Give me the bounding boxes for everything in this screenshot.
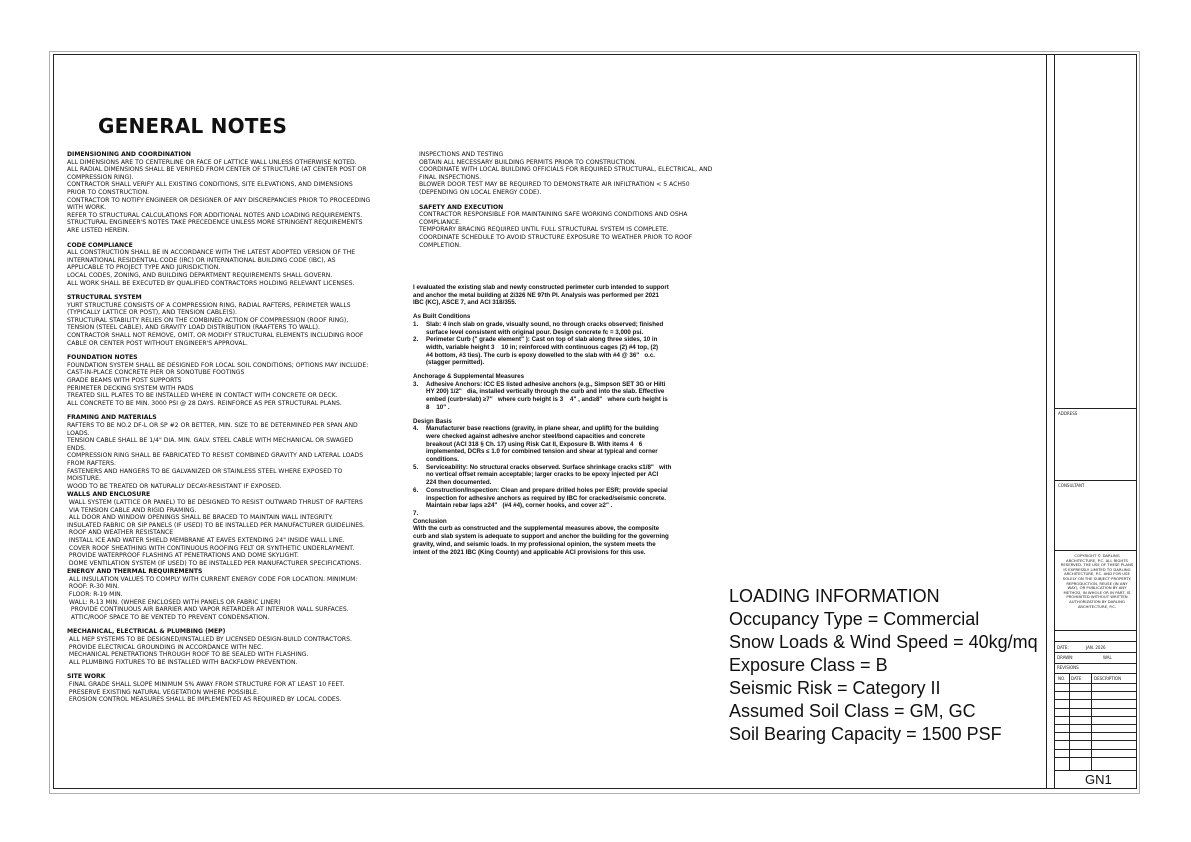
note-section xyxy=(67,673,397,703)
note-line: FASTENERS AND HANGERS TO BE GALVANIZED OR STAINLESS STEEL WHERE EXPOSED TO xyxy=(67,467,343,475)
note-line: WALL: R-13 MIN. (WHERE ENCLOSED WITH PANELS OR FABRIC LINER) xyxy=(67,598,281,606)
address-label: ADDRESS xyxy=(1058,411,1078,416)
note-heading: SITE WORK xyxy=(67,673,106,681)
title-block-rule xyxy=(1055,663,1137,664)
note-line: INTERNATIONAL RESIDENTIAL CODE (IRC) OR INTERNATIONAL BUILDING CODE (IBC), AS xyxy=(67,256,336,264)
memo-item xyxy=(413,381,713,412)
note-line: GRADE BEAMS WITH POST SUPPORTS xyxy=(67,377,182,385)
note-line: STRUCTURAL ENGINEER'S NOTES TAKE PRECEDENCE UNLESS MORE STRINGENT REQUIREMENTS xyxy=(67,219,363,227)
memo-item-body xyxy=(426,425,659,464)
memo-item-body xyxy=(426,321,663,336)
revision-row xyxy=(1055,683,1137,684)
note-line: PROVIDE ELECTRICAL GROUNDING IN ACCORDANCE WITH NEC. xyxy=(67,643,264,651)
memo-item xyxy=(413,525,713,556)
note-line: RAFTERS TO BE NO.2 DF-L OR SP #2 OR BETTER, MIN. SIZE TO BE DETERMINED PER SPAN AND xyxy=(67,422,358,429)
revisions-label: REVISIONS xyxy=(1057,665,1079,670)
note-line: (DEPENDING ON LOCAL ENERGY CODE). xyxy=(419,188,542,196)
note-line: MOISTURE. xyxy=(67,475,101,483)
note-line: ALL CONSTRUCTION SHALL BE IN ACCORDANCE WITH THE LATEST ADOPTED VERSION OF THE xyxy=(67,249,356,257)
loading-snow-wind: Snow Loads & Wind Speed = 40kg/mq xyxy=(729,632,1038,652)
note-line: (TYPICALLY LATTICE OR POST), AND TENSION CABLE(S). xyxy=(67,309,237,317)
loading-occupancy: Occupancy Type = Commercial xyxy=(729,609,980,629)
memo-item-line: 8 10" . xyxy=(426,403,450,411)
note-heading: INSPECTIONS AND TESTING xyxy=(419,151,504,158)
note-heading: ENERGY AND THERMAL REQUIREMENTS xyxy=(67,568,203,576)
copyright-line: RESERVED. THE USE OF THESE PLANS xyxy=(1060,562,1134,568)
note-line: ALL WORK SHALL BE EXECUTED BY QUALIFIED CONTRACTORS HOLDING RELEVANT LICENSES. xyxy=(67,279,355,287)
memo-heading: As Built Conditions xyxy=(413,313,471,321)
note-line: ALL PLUMBING FIXTURES TO BE INSTALLED WITH BACKFLOW PREVENTION. xyxy=(67,658,298,666)
copyright-line: REPRODUCTION, REUSE (IN ANY xyxy=(1066,580,1128,586)
memo-item-line: Maintain rebar laps ≥24" (#4 #4), corner hooks, and cover ≥2" . xyxy=(426,502,613,510)
date-value: JAN. 2026 xyxy=(1086,645,1106,650)
note-line: EROSION CONTROL MEASURES SHALL BE IMPLEMENTED AS REQUIRED BY LOCAL CODES. xyxy=(67,696,342,704)
copyright-line: ARCHITECTURE, P.C. AND FOR USE xyxy=(1064,571,1130,577)
note-line: CONTRACTOR SHALL VERIFY ALL EXISTING CONDITIONS, SITE ELEVATIONS, AND DIMENSIONS xyxy=(67,181,353,189)
memo-item-line: #4 bottom, #3 ties). The curb is epoxy dowelled to the slab with #4 @ 36" o.c. xyxy=(426,351,656,359)
note-line: TEMPORARY BRACING REQUIRED UNTIL FULL STRUCTURAL SYSTEM IS COMPLETE. xyxy=(419,226,669,234)
note-line: COORDINATE WITH LOCAL BUILDING OFFICIALS FOR REQUIRED STRUCTURAL, ELECTRICAL, AND xyxy=(419,166,713,174)
copyright-line: WAY), OR PUBLICATION BY ANY xyxy=(1067,585,1127,591)
note-line: YURT STRUCTURE CONSISTS OF A COMPRESSION RING, RADIAL RAFTERS, PERIMETER WALLS xyxy=(67,301,351,309)
title-block-divider xyxy=(1054,54,1055,789)
memo-item-number: 4. xyxy=(413,425,419,433)
memo-item-line: Adhesive Anchors: ICC ES listed adhesive anchors (e.g., Simpson SET 3G or Hilti xyxy=(426,380,666,388)
rev-desc-header: DESCRIPTION xyxy=(1094,676,1122,681)
rev-date-header: DATE xyxy=(1071,676,1082,681)
revision-row xyxy=(1055,699,1137,700)
note-heading: FRAMING AND MATERIALS xyxy=(67,414,157,422)
copyright-line: METHOD, IN WHOLE OR IN PART, IS xyxy=(1063,589,1131,595)
memo-heading: Design Basis xyxy=(413,417,452,425)
note-line: STRUCTURAL STABILITY RELIES ON THE COMBINED ACTION OF COMPRESSION (ROOF RING), xyxy=(67,316,349,324)
note-line: WALL SYSTEM (LATTICE OR PANEL) TO BE DESIGNED TO RESIST OUTWARD THRUST OF RAFTERS xyxy=(67,498,363,506)
note-line: PROVIDE CONTINUOUS AIR BARRIER AND VAPOR RETARDER AT INTERIOR WALL SURFACES. xyxy=(67,606,349,614)
note-line: CONTRACTOR RESPONSIBLE FOR MAINTAINING SAFE WORKING CONDITIONS AND OSHA xyxy=(419,211,688,219)
loading-exposure: Exposure Class = B xyxy=(729,655,888,675)
note-line: CONTRACTOR TO NOTIFY ENGINEER OR DESIGNER OF ANY DISCREPANCIES PRIOR TO PROCEEDING xyxy=(67,196,371,204)
note-line: PRIOR TO CONSTRUCTION. xyxy=(67,188,150,196)
note-line: VIA TENSION CABLE AND RIGID FRAMING. xyxy=(67,506,197,514)
copyright-line: ARCHITECTURE, P.C. ALL RIGHTS xyxy=(1066,557,1128,563)
note-line: PERIMETER DECKING SYSTEM WITH PADS xyxy=(67,384,194,392)
note-line: MECHANICAL PENETRATIONS THROUGH ROOF TO BE SEALED WITH FLASHING. xyxy=(67,651,309,659)
revision-row xyxy=(1055,757,1137,758)
note-line: PROVIDE WATERPROOF FLASHING AT PENETRATIONS AND DOME SKYLIGHT. xyxy=(67,552,299,560)
engineering-memo xyxy=(413,284,713,556)
note-line: BLOWER DOOR TEST MAY BE REQUIRED TO DEMONSTRATE AIR INFILTRATION < 5 ACH50 xyxy=(419,181,690,189)
note-line: INSULATED FABRIC OR SIP PANELS (IF USED) TO BE INSTALLED PER MANUFACTURER GUIDELINES. xyxy=(67,521,365,529)
loading-soil-class: Assumed Soil Class = GM, GC xyxy=(729,701,976,721)
drawn-label: DRAWN: xyxy=(1057,655,1074,660)
notes-right-column xyxy=(419,151,719,249)
memo-item xyxy=(413,336,713,367)
memo-heading: Conclusion xyxy=(413,517,447,525)
notes-left-column xyxy=(67,151,397,704)
memo-item-line: breakout (ACI 318 § Ch. 17) using Risk Cat II, Exposure B. With items 4 6 xyxy=(426,440,643,448)
note-line: CAST-IN-PLACE CONCRETE PIER OR SONOTUBE FOOTINGS xyxy=(67,369,245,377)
memo-intro-line: and anchor the metal building at 2i326 NE 97th Pl. Analysis was performed per 2021 xyxy=(413,291,659,299)
loading-seismic: Seismic Risk = Category II xyxy=(729,678,941,698)
memo-item xyxy=(413,464,713,487)
title-block-rule xyxy=(1055,652,1137,653)
note-line: COMPLETION. xyxy=(419,241,462,249)
note-line: APPLICABLE TO PROJECT TYPE AND JURISDICTION. xyxy=(67,264,221,272)
note-line: LOADS. xyxy=(67,429,90,437)
memo-item-line: Construction/Inspection: Clean and prepare drilled holes per ESR; provide special xyxy=(426,486,668,494)
note-line: WOOD TO BE TREATED OR NATURALLY DECAY-RESISTANT IF EXPOSED. xyxy=(67,482,282,490)
copyright-line: ARCHITECTURE, P.C. xyxy=(1077,603,1117,609)
memo-item-line: implemented, DCRs ≤ 1.0 for combined tension and shear at typical and corner xyxy=(426,448,658,456)
memo-item-number: 5. xyxy=(413,463,419,471)
memo-item xyxy=(413,487,713,510)
note-section xyxy=(67,294,397,347)
revision-column-line xyxy=(1091,673,1092,770)
note-heading: WALLS AND ENCLOSURE xyxy=(67,491,151,499)
title-block-rule xyxy=(1055,480,1137,481)
note-line: WITH WORK. xyxy=(67,204,107,212)
memo-item-number: 3. xyxy=(413,380,419,388)
title-block-rule xyxy=(1055,673,1137,674)
note-line: COVER ROOF SHEATHING WITH CONTINUOUS ROOFING FELT OR SYNTHETIC UNDERLAYMENT. xyxy=(67,544,355,552)
note-section xyxy=(419,204,719,250)
memo-item-line: Slab: 4 inch slab on grade, visually sound, no through cracks observed; finished xyxy=(426,320,664,328)
note-heading: STRUCTURAL SYSTEM xyxy=(67,294,142,302)
memo-item-body xyxy=(413,525,669,556)
copyright-line: PROHIBITED WITHOUT WRITTEN xyxy=(1066,594,1128,600)
note-heading: FOUNDATION NOTES xyxy=(67,354,138,362)
sheet-number: GN1 xyxy=(1085,772,1112,787)
note-line: FOUNDATION SYSTEM SHALL BE DESIGNED FOR LOCAL SOIL CONDITIONS; OPTIONS MAY INCLUDE: xyxy=(67,361,369,369)
note-line: REFER TO STRUCTURAL CALCULATIONS FOR ADDITIONAL NOTES AND LOADING REQUIREMENTS. xyxy=(67,211,363,219)
note-section xyxy=(67,242,397,288)
memo-item-body xyxy=(426,487,668,510)
memo-item-line: surface level consistent with original pour. Design concrete fc = 3,000 psi. xyxy=(426,328,644,336)
revision-row xyxy=(1055,691,1137,692)
consultant-label: CONSULTANT xyxy=(1058,483,1085,488)
memo-item-line: Manufacturer base reactions (gravity, in plane shear, and uplift) for the building xyxy=(426,425,659,433)
note-heading: CODE COMPLIANCE xyxy=(67,241,133,249)
note-line: COMPRESSION RING SHALL BE FABRICATED TO RESIST COMBINED GRAVITY AND LATERAL LOADS xyxy=(67,452,364,460)
memo-item-number: 1. xyxy=(413,320,419,328)
note-line: ENDS. xyxy=(67,444,86,452)
memo-intro xyxy=(413,284,713,307)
memo-item-line: With the curb as constructed and the supplemental measures above, the composite xyxy=(413,525,660,533)
title-block-rule xyxy=(1055,641,1137,642)
memo-item-line: intent of the 2021 IBC (King County) and applicable ACI provisions for this use. xyxy=(413,548,646,556)
memo-item-line: conditions. xyxy=(426,456,459,464)
revision-row xyxy=(1055,708,1137,709)
title-block-rule xyxy=(1055,408,1137,409)
title-block-rule xyxy=(1055,550,1137,551)
note-section xyxy=(67,568,397,621)
memo-intro-line: I evaluated the existing slab and newly constructed perimeter curb intended to support xyxy=(413,284,669,291)
memo-item-line: HY 200) 1/2" dia, installed vertically through the curb and into the slab. Effective xyxy=(426,388,665,396)
revision-row xyxy=(1055,732,1137,733)
memo-item xyxy=(413,425,713,464)
note-line: TENSION CABLE SHALL BE 1/4" DIA. MIN. GALV. STEEL CABLE WITH MECHANICAL OR SWAGED xyxy=(67,437,354,445)
memo-item-number: 6. xyxy=(413,486,419,494)
memo-item-line: Perimeter Curb (" grade element" ): Cast on top of slab along three sides, 10 in xyxy=(426,336,658,344)
note-line: FLOOR: R-19 MIN. xyxy=(67,591,123,599)
memo-item-body xyxy=(426,464,671,487)
memo-item-number: 7. xyxy=(413,509,419,517)
copyright-line: IS EXPRESSLY LIMITED TO DARLING xyxy=(1063,566,1131,572)
date-label: DATE: xyxy=(1057,645,1069,650)
memo-item-line: curb and slab system is adequate to support and anchor the building for the governing xyxy=(413,533,669,541)
note-line: DOME VENTILATION SYSTEM (IF USED) TO BE INSTALLED PER MANUFACTURER SPECIFICATIONS. xyxy=(67,559,362,567)
revision-row xyxy=(1055,724,1137,725)
memo-item xyxy=(413,510,713,518)
note-line: ALL RADIAL DIMENSIONS SHALL BE VERIFIED FROM CENTER OF STRUCTURE (AT CENTER POST OR xyxy=(67,166,367,174)
note-line: CONTRACTOR SHALL NOT REMOVE, OMIT, OR MODIFY STRUCTURAL ELEMENTS INCLUDING ROOF xyxy=(67,332,364,340)
memo-item-line: no vertical offset remain acceptable; larger cracks to be epoxy injected per ACI xyxy=(426,471,659,479)
note-line: ALL DOOR AND WINDOW OPENINGS SHALL BE BRACED TO MAINTAIN WALL INTEGRITY. xyxy=(67,514,333,522)
note-line: ROOF: R-30 MIN. xyxy=(67,583,120,591)
note-line: ATTIC/ROOF SPACE TO BE VENTED TO PREVENT CONDENSATION. xyxy=(67,613,270,621)
note-section xyxy=(67,354,397,407)
note-section xyxy=(67,628,397,666)
note-line: ARE LISTED HEREIN. xyxy=(67,226,130,234)
copyright-line: COPYRIGHT © DARLING xyxy=(1074,553,1120,558)
note-line: PRESERVE EXISTING NATURAL VEGETATION WHERE POSSIBLE. xyxy=(67,688,259,696)
revision-row xyxy=(1055,740,1137,741)
memo-item-line: gravity, wind, and seismic loads. In my professional opinion, the system meets the xyxy=(413,540,656,548)
memo-item-line: inspection for adhesive anchors as required by IBC for cracked/seismic concrete. xyxy=(426,494,667,502)
memo-item-line: 224 then documented. xyxy=(426,479,492,487)
note-line: ALL INSULATION VALUES TO COMPLY WITH CURRENT ENERGY CODE FOR LOCATION. MINIMUM: xyxy=(67,575,358,583)
memo-item-body xyxy=(426,381,668,412)
note-line: FROM RAFTERS. xyxy=(67,459,116,467)
copyright-notice xyxy=(1058,554,1136,609)
page-title: GENERAL NOTES xyxy=(98,114,288,138)
title-block-rule xyxy=(1055,630,1137,631)
title-block-rule xyxy=(1055,770,1137,771)
loading-bearing: Soil Bearing Capacity = 1500 PSF xyxy=(729,724,1002,744)
memo-item-body xyxy=(426,336,658,367)
note-line: FINAL INSPECTIONS. xyxy=(419,173,482,181)
revision-column-line xyxy=(1069,673,1070,770)
note-line: COMPRESSION RING). xyxy=(67,173,134,181)
drawn-value: WAL xyxy=(1103,655,1112,660)
loading-title: LOADING INFORMATION xyxy=(729,586,940,606)
rev-no-header: NO. xyxy=(1058,676,1066,681)
note-heading: SAFETY AND EXECUTION xyxy=(419,203,504,211)
memo-item xyxy=(413,321,713,336)
note-line: TENSION (STEEL CABLE), AND GRAVITY LOAD DISTRIBUTION (RAAFTERS TO WALL). xyxy=(67,324,320,332)
note-section xyxy=(67,414,397,490)
note-line: INSTALL ICE AND WATER SHIELD MEMBRANE AT EAVES EXTENDING 24" INSIDE WALL LINE. xyxy=(67,536,345,544)
revision-row xyxy=(1055,716,1137,717)
memo-item-number: 2. xyxy=(413,336,419,344)
note-section xyxy=(419,151,719,197)
note-line: LOCAL CODES, ZONING, AND BUILDING DEPARTMENT REQUIREMENTS SHALL GOVERN. xyxy=(67,271,333,279)
copyright-line: SOLELY ON THE SUBJECT PROPERTY. xyxy=(1062,575,1132,581)
note-line: FINAL GRADE SHALL SLOPE MINIMUM 5% AWAY FROM STRUCTURE FOR AT LEAST 10 FEET. xyxy=(67,681,345,688)
note-line: TREATED SILL PLATES TO BE INSTALLED WHERE IN CONTACT WITH CONCRETE OR DECK. xyxy=(67,392,338,400)
revision-row xyxy=(1055,749,1137,750)
note-line: COMPLIANCE. xyxy=(419,218,461,226)
note-line: CABLE OR CENTER POST WITHOUT ENGINEER'S APPROVAL. xyxy=(67,339,248,347)
note-section xyxy=(67,151,397,235)
note-line: OBTAIN ALL NECESSARY BUILDING PERMITS PRIOR TO CONSTRUCTION. xyxy=(419,158,637,166)
memo-intro-line: IBC (KC), ASCE 7, and ACI 318/355. xyxy=(413,299,517,307)
memo-item-line: embed (curb+slab) ≥7" where curb height is 3 4" , and≥8" where curb height is xyxy=(426,396,668,404)
title-block-divider xyxy=(1046,54,1047,789)
note-line: ALL CONCRETE TO BE MIN. 3000 PSI @ 28 DAYS. REINFORCE AS PER STRUCTURAL PLANS. xyxy=(67,399,342,407)
memo-item-line: Serviceability: No structural cracks observed. Surface shrinkage cracks ≤1/8" with xyxy=(426,463,672,471)
note-heading: DIMENSIONING AND COORDINATION xyxy=(67,151,191,158)
note-section xyxy=(67,491,397,567)
note-line: COORDINATE SCHEDULE TO AVOID STRUCTURE EXPOSURE TO WEATHER PRIOR TO ROOF xyxy=(419,233,693,241)
memo-item-line: were checked against adhesive anchor steel/bond capacities and concrete xyxy=(426,432,646,440)
note-heading: MECHANICAL, ELECTRICAL & PLUMBING (MEP) xyxy=(67,628,226,636)
memo-item-line: width, variable height 3 10 in; reinforced with continuous cages (2) #4 top, (2) xyxy=(426,343,659,351)
copyright-line: AUTHORIZATION BY DARLING xyxy=(1069,598,1125,604)
note-line: ALL DIMENSIONS ARE TO CENTERLINE OR FACE OF LATTICE WALL UNLESS OTHERWISE NOTED. xyxy=(67,158,357,166)
note-line: ROOF AND WEATHER RESISTANCE xyxy=(67,529,174,537)
note-line: ALL MEP SYSTEMS TO BE DESIGNED/INSTALLED BY LICENSED DESIGN-BUILD CONTRACTORS. xyxy=(67,636,352,644)
memo-item-line: (stagger permitted). xyxy=(426,359,485,367)
memo-heading: Anchorage & Supplemental Measures xyxy=(413,373,525,381)
